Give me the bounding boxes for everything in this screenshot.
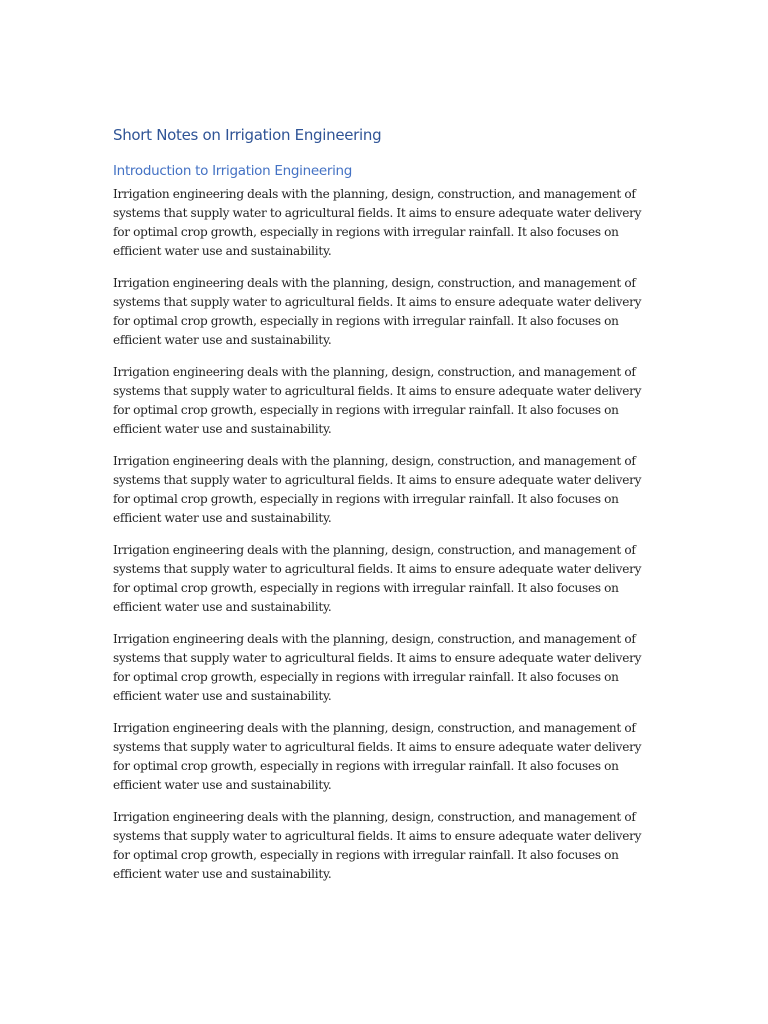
body-paragraph: Irrigation engineering deals with the planning, design, construction, and management of systems that supply water to agricultural fields. It aims to ensure adequate water delivery for optimal crop growth, especially in regions with irregular rainfall. It also focuses on efficient water use and sustainability. [113,810,642,881]
paragraph-list [113,185,658,884]
body-paragraph: Irrigation engineering deals with the planning, design, construction, and management of systems that supply water to agricultural fields. It aims to ensure adequate water delivery for optimal crop growth, especially in regions with irregular rainfall. It also focuses on efficient water use and sustainability. [113,632,642,703]
document-body [113,124,658,897]
body-paragraph: Irrigation engineering deals with the planning, design, construction, and management of systems that supply water to agricultural fields. It aims to ensure adequate water delivery for optimal crop growth, especially in regions with irregular rainfall. It also focuses on efficient water use and sustainability. [113,365,642,436]
document-title: Short Notes on Irrigation Engineering [113,126,382,144]
body-paragraph: Irrigation engineering deals with the planning, design, construction, and management of systems that supply water to agricultural fields. It aims to ensure adequate water delivery for optimal crop growth, especially in regions with irregular rainfall. It also focuses on efficient water use and sustainability. [113,543,642,614]
body-paragraph: Irrigation engineering deals with the planning, design, construction, and management of systems that supply water to agricultural fields. It aims to ensure adequate water delivery for optimal crop growth, especially in regions with irregular rainfall. It also focuses on efficient water use and sustainability. [113,276,642,347]
body-paragraph: Irrigation engineering deals with the planning, design, construction, and management of systems that supply water to agricultural fields. It aims to ensure adequate water delivery for optimal crop growth, especially in regions with irregular rainfall. It also focuses on efficient water use and sustainability. [113,187,642,258]
body-paragraph: Irrigation engineering deals with the planning, design, construction, and management of systems that supply water to agricultural fields. It aims to ensure adequate water delivery for optimal crop growth, especially in regions with irregular rainfall. It also focuses on efficient water use and sustainability. [113,454,642,525]
body-paragraph: Irrigation engineering deals with the planning, design, construction, and management of systems that supply water to agricultural fields. It aims to ensure adequate water delivery for optimal crop growth, especially in regions with irregular rainfall. It also focuses on efficient water use and sustainability. [113,721,642,792]
section-heading: Introduction to Irrigation Engineering [113,163,353,179]
